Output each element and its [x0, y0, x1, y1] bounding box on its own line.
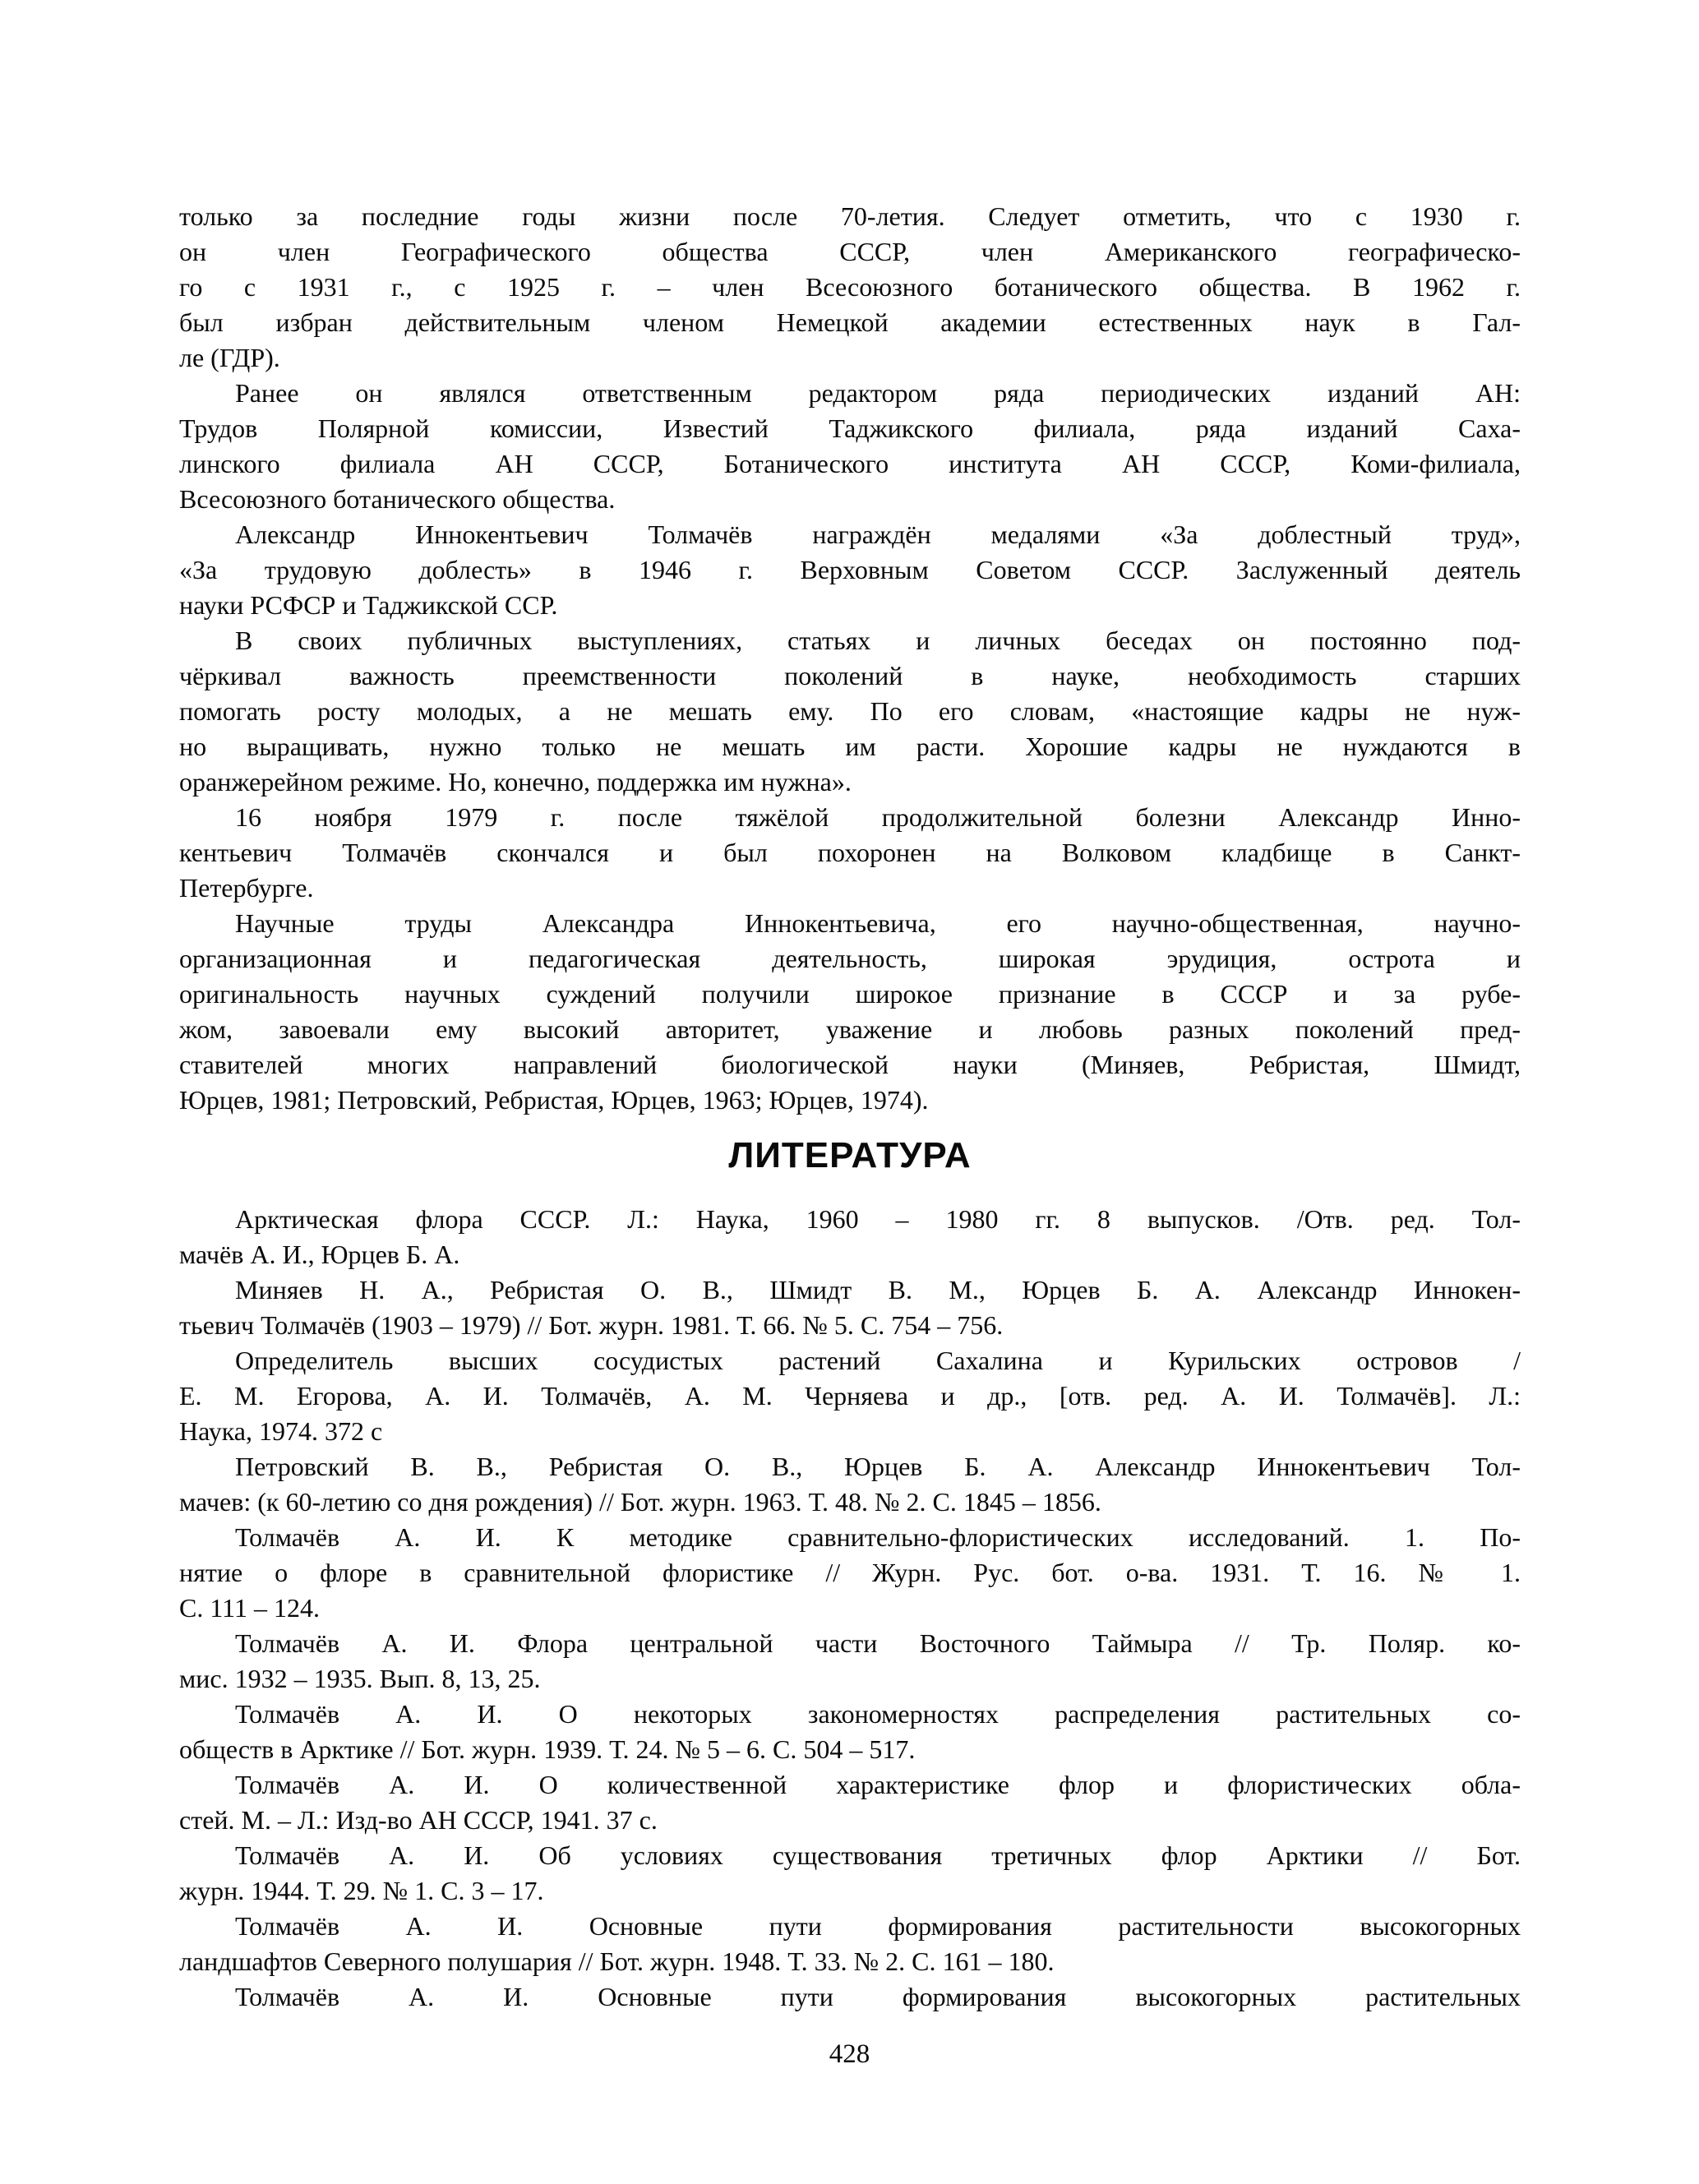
text-line: го с 1931 г., с 1925 г. – член Всесоюзного ботанического общества. В 1962 г.	[179, 272, 1521, 302]
text-line: Толмачёв А. И. К методике сравнительно-флористических исследований. 1. По-	[235, 1522, 1521, 1552]
text-line: помогать росту молодых, а не мешать ему. По его словам, «настоящие кадры не нуж-	[179, 696, 1521, 726]
text-line: Научные труды Александра Иннокентьевича, его научно-общественная, научно-	[235, 908, 1521, 938]
text-block	[179, 199, 1521, 2015]
text-line: но выращивать, нужно только не мешать им расти. Хорошие кадры не нуждаются в	[179, 732, 1521, 761]
text-line: науки РСФСР и Таджикской ССР.	[179, 590, 558, 620]
text-line: Толмачёв А. И. Об условиях существования третичных флор Арктики // Бот.	[235, 1840, 1521, 1870]
paragraph	[179, 376, 1521, 517]
literature-entry	[179, 1343, 1521, 1449]
text-line: линского филиала АН СССР, Ботанического института АН СССР, Коми-филиала,	[179, 449, 1521, 478]
text-line: нятие о флоре в сравнительной флористике // Журн. Рус. бот. о-ва. 1931. Т. 16. № 1.	[179, 1558, 1521, 1587]
text-line: Всесоюзного ботанического общества.	[179, 484, 616, 514]
literature-entry	[179, 1626, 1521, 1697]
paragraph	[179, 623, 1521, 800]
text-line: тьевич Толмачёв (1903 – 1979) // Бот. журн. 1981. Т. 66. № 5. С. 754 – 756.	[179, 1310, 1004, 1340]
literature-entry	[179, 1272, 1521, 1343]
paragraph	[179, 517, 1521, 623]
text-line: ле (ГДР).	[179, 343, 280, 372]
text-line: чёркивал важность преемственности поколений в науке, необходимость старших	[179, 661, 1521, 690]
text-line: Толмачёв А. И. О количественной характеристике флор и флористических обла-	[235, 1770, 1521, 1799]
paragraph	[179, 800, 1521, 906]
paragraph	[179, 199, 1521, 376]
literature-entry	[179, 1838, 1521, 1909]
text-line: мачев: (к 60-летию со дня рождения) // Бот. журн. 1963. Т. 48. № 2. С. 1845 – 1856.	[179, 1487, 1101, 1517]
text-line: Толмачёв А. И. Основные пути формирования высокогорных растительных	[235, 1982, 1521, 2011]
text-line: Петровский В. В., Ребристая О. В., Юрцев Б. А. Александр Иннокентьевич Тол-	[235, 1452, 1521, 1481]
text-line: только за последние годы жизни после 70-летия. Следует отметить, что с 1930 г.	[179, 201, 1521, 231]
text-line: Петербурге.	[179, 873, 314, 903]
text-line: Наука, 1974. 372 с	[179, 1416, 383, 1446]
literature-entry	[179, 1449, 1521, 1520]
text-line: организационная и педагогическая деятельность, широкая эрудиция, острота и	[179, 944, 1521, 973]
text-line: жом, завоевали ему высокий авторитет, уважение и любовь разных поколений пред-	[179, 1014, 1521, 1044]
text-line: 16 ноября 1979 г. после тяжёлой продолжительной болезни Александр Инно-	[235, 802, 1521, 832]
literature-entry	[179, 1202, 1521, 1272]
text-line: мис. 1932 – 1935. Вып. 8, 13, 25.	[179, 1664, 541, 1693]
literature-entry	[179, 1979, 1521, 2015]
text-line: Ранее он являлся ответственным редактором ряда периодических изданий АН:	[235, 378, 1521, 408]
text-line: Юрцев, 1981; Петровский, Ребристая, Юрцев, 1963; Юрцев, 1974).	[179, 1085, 929, 1115]
text-line: обществ в Арктике // Бот. журн. 1939. Т. 24. № 5 – 6. С. 504 – 517.	[179, 1734, 916, 1764]
paragraph	[179, 906, 1521, 1118]
page-number: 428	[829, 2039, 870, 2069]
text-line: В своих публичных выступлениях, статьях и личных беседах он постоянно под-	[235, 626, 1521, 655]
text-line: Толмачёв А. И. О некоторых закономерностях распределения растительных со-	[235, 1699, 1521, 1729]
literature-entry	[179, 1697, 1521, 1767]
text-line: мачёв А. И., Юрцев Б. А.	[179, 1240, 460, 1269]
text-line: он член Географического общества СССР, член Американского географическо-	[179, 237, 1521, 266]
text-line: кентьевич Толмачёв скончался и был похоронен на Волковом кладбище в Санкт-	[179, 838, 1521, 867]
text-line: Толмачёв А. И. Флора центральной части Восточного Таймыра // Тр. Поляр. ко-	[235, 1628, 1521, 1658]
text-line: «За трудовую доблесть» в 1946 г. Верховным Советом СССР. Заслуженный деятель	[179, 555, 1521, 584]
literature-list	[179, 1202, 1521, 2015]
literature-entry	[179, 1520, 1521, 1626]
text-line: Александр Иннокентьевич Толмачёв награждён медалями «За доблестный труд»,	[235, 519, 1521, 549]
text-line: Толмачёв А. И. Основные пути формирования растительности высокогорных	[235, 1911, 1521, 1941]
literature-entry	[179, 1909, 1521, 1979]
text-line: Арктическая флора СССР. Л.: Наука, 1960 – 1980 гг. 8 выпусков. /Отв. ред. Тол-	[235, 1204, 1521, 1234]
text-line: Миняев Н. А., Ребристая О. В., Шмидт В. М., Юрцев Б. А. Александр Иннокен-	[235, 1275, 1521, 1304]
text-line: оригинальность научных суждений получили широкое признание в СССР и за рубе-	[179, 979, 1521, 1009]
text-line: ландшафтов Северного полушария // Бот. журн. 1948. Т. 33. № 2. С. 161 – 180.	[179, 1946, 1055, 1976]
text-line: Е. М. Егорова, А. И. Толмачёв, А. М. Черняева и др., [отв. ред. А. И. Толмачёв]. Л.:	[179, 1381, 1521, 1411]
body-text	[179, 199, 1521, 1118]
literature-heading: ЛИТЕРАТУРА	[728, 1135, 972, 1175]
text-line: стей. М. – Л.: Изд-во АН СССР, 1941. 37 с.	[179, 1805, 658, 1835]
text-line: Трудов Полярной комиссии, Известий Таджикского филиала, ряда изданий Саха-	[179, 413, 1521, 443]
text-line: Определитель высших сосудистых растений Сахалина и Курильских островов /	[235, 1346, 1521, 1375]
text-line: оранжерейном режиме. Но, конечно, поддержка им нужна».	[179, 767, 852, 796]
text-line: С. 111 – 124.	[179, 1593, 320, 1623]
text-line: был избран действительным членом Немецкой академии естественных наук в Гал-	[179, 307, 1521, 337]
text-line: ставителей многих направлений биологической науки (Миняев, Ребристая, Шмидт,	[179, 1050, 1521, 1079]
literature-entry	[179, 1767, 1521, 1838]
text-line: журн. 1944. Т. 29. № 1. С. 3 – 17.	[179, 1876, 544, 1905]
